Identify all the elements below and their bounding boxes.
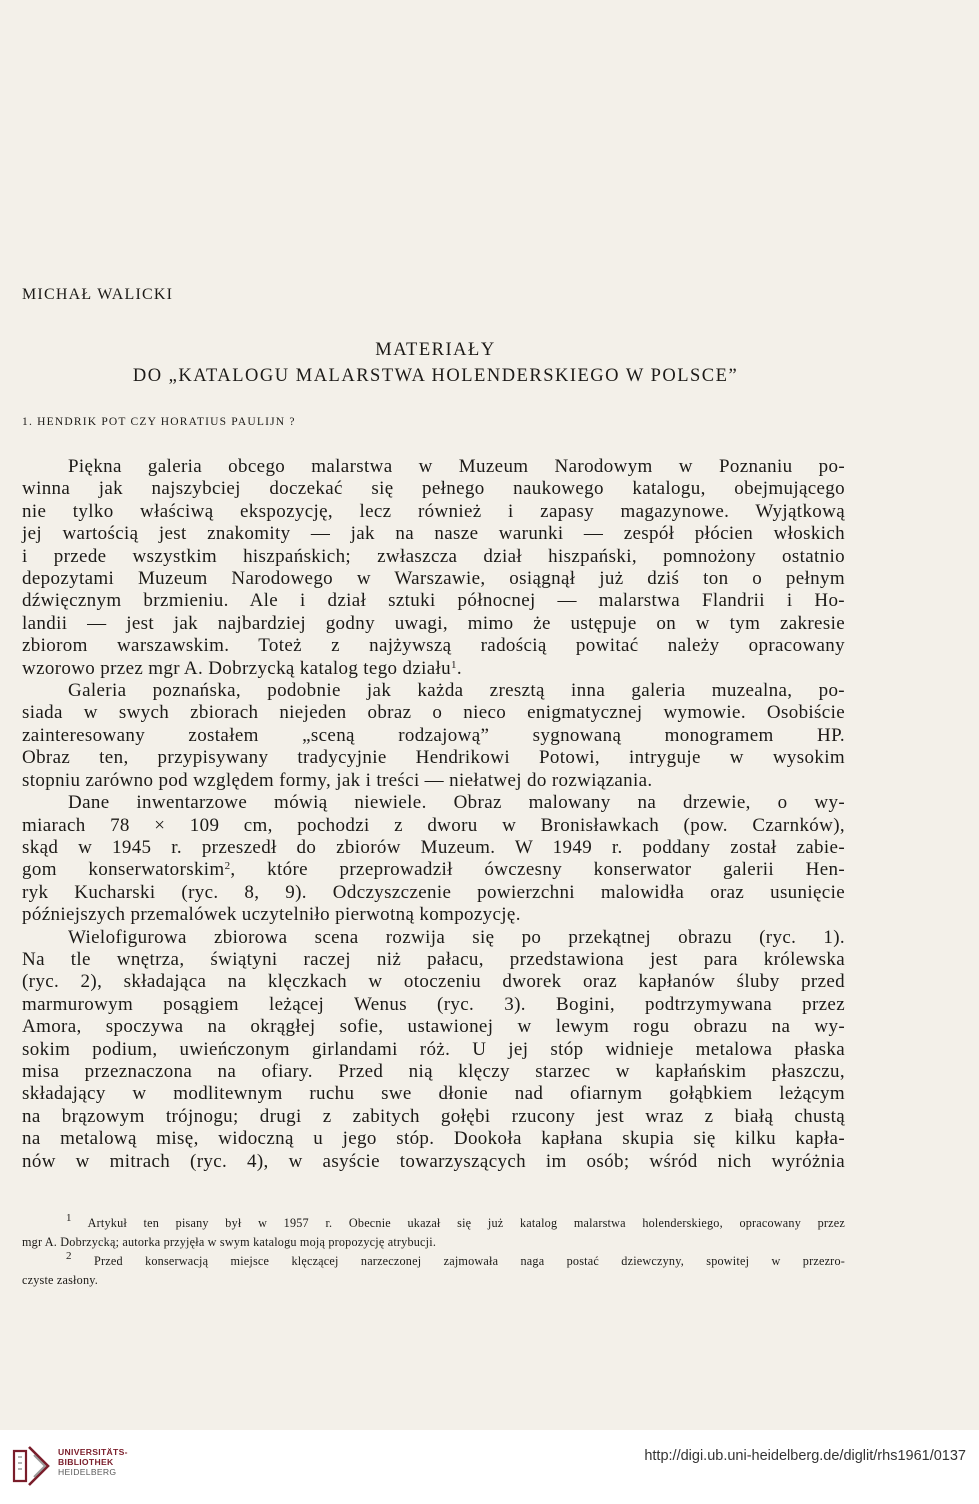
paragraph-2 <box>22 680 845 792</box>
author-name: MICHAŁ WALICKI <box>22 286 174 303</box>
text-line: zainteresowany zostałem „sceną rodzajową” sygnowaną monogramem HP. <box>22 724 845 746</box>
footnote-line: czyste zasłony. <box>22 1273 98 1287</box>
text-line: ryk Kucharski (ryc. 8, 9). Odczyszczenie powierzchni malowidła oraz usunięcie <box>22 881 845 903</box>
logo-line-3: HEIDELBERG <box>58 1467 117 1477</box>
text-fragment: Przed konserwacją miejsce klęczącej narzeczonej zajmowała naga postać dziewczyny, spowitej w przezro- <box>94 1254 845 1268</box>
library-logo-text <box>58 1447 128 1477</box>
footnote-marker: 1 <box>66 1212 72 1224</box>
text-line: skąd w 1945 r. przeszedł do zbiorów Muzeum. W 1949 r. poddany został zabie- <box>22 836 845 858</box>
permalink-url[interactable]: http://digi.ub.uni-heidelberg.de/diglit/rhs1961/0137 <box>644 1448 966 1464</box>
footnote-marker: 2 <box>66 1250 72 1262</box>
footnote-line: mgr A. Dobrzycką; autorka przyjęła w swym katalogu moją propozycję atrybucji. <box>22 1235 437 1249</box>
text-line: stopniu zarówno pod względem formy, jak i treści — niełatwej do rozwiązania. <box>22 769 653 791</box>
text-line: zbiorom warszawskim. Toteż z najżywszą radością powitać należy opracowany <box>22 635 845 657</box>
paragraph-4 <box>22 927 845 1173</box>
article-title <box>0 337 871 389</box>
paragraph-1 <box>22 456 845 680</box>
text-line: siada w swych zbiorach niejeden obraz o nieco enigmatycznej wymowie. Osobiście <box>22 702 845 724</box>
paragraph-3 <box>22 792 845 926</box>
title-line-2: DO „KATALOGU MALARSTWA HOLENDERSKIEGO W POLSCE” <box>132 366 739 386</box>
text-line: Na tle wnętrza, świątyni raczej niż pałacu, przedstawiona jest para królewska <box>22 948 845 970</box>
text-line: dźwięcznym brzmieniu. Ale i dział sztuki północnej — malarstwa Flandrii i Ho- <box>22 590 845 612</box>
text-line: Piękna galeria obcego malarstwa w Muzeum Narodowym w Poznaniu po- <box>68 456 845 477</box>
section-heading: 1. HENDRIK POT CZY HORATIUS PAULIJN ? <box>22 416 296 428</box>
text-line: Wielofigurowa zbiorowa scena rozwija się po przekątnej obrazu (ryc. 1). <box>68 926 845 948</box>
footnotes <box>22 1214 845 1290</box>
logo-line-1: UNIVERSITÄTS- <box>58 1447 128 1457</box>
footnote-ref-1: 1 <box>451 658 457 671</box>
text-line: nów w mitrach (ryc. 4), w asyście towarzyszących im osób; wśród nich wyróżnia <box>22 1150 845 1172</box>
text-line: Amora, spoczywa na okrągłej sofie, ustawionej w lewym rogu obrazu na wy- <box>22 1016 845 1038</box>
text-fragment: . <box>456 657 462 679</box>
footnote-2 <box>22 1252 845 1290</box>
text-line: późniejszych przemalówek uczytelniło pierwotną kompozycję. <box>22 904 521 926</box>
text-line: marmurowym posągiem leżącej Wenus (ryc. 3). Bogini, podtrzymywana przez <box>22 993 845 1015</box>
text-line: Dane inwentarzowe mówią niewiele. Obraz malowany na drzewie, o wy- <box>68 792 845 814</box>
footnote-line <box>22 1252 845 1271</box>
logo-line-2: BIBLIOTHEK <box>58 1457 114 1467</box>
library-logo-icon <box>8 1441 54 1487</box>
text-line <box>22 658 845 680</box>
text-line: (ryc. 2), składająca na klęczkach w otoczeniu dworek oraz kapłanów śluby przed <box>22 971 845 993</box>
text-line: i przede wszystkim hiszpańskich; zwłaszcza dział hiszpański, pomnożony ostatnio <box>22 545 845 567</box>
text-fragment: wzorowo przez mgr A. Dobrzycką katalog tego działu <box>22 657 452 679</box>
text-line: nie tylko właściwą ekspozycję, lecz również i zapasy magazynowe. Wyjątkową <box>22 500 845 522</box>
footnote-ref-2: 2 <box>224 860 231 873</box>
text-line: na brązowym trójnogu; drugi z zabitych gołębi rzucony jest wraz z białą chustą <box>22 1105 845 1127</box>
text-line: winna jak najszybciej doczekać się pełnego naukowego katalogu, obejmującego <box>22 478 845 500</box>
text-line: na metalową misę, widoczną u jego stóp. Dookoła kapłana skupia się kilku kapła- <box>22 1128 845 1150</box>
title-line-1: MATERIAŁY <box>375 340 496 360</box>
text-line <box>22 859 845 881</box>
text-fragment: , które przeprowadził ówczesny konserwator galerii Hen- <box>230 859 846 881</box>
text-line: miarach 78 × 109 cm, pochodzi z dworu w Bronisławkach (pow. Czarnków), <box>22 814 845 836</box>
text-line: sokim podium, uwieńczonym girlandami róż. U jej stóp widnieje metalowa płaska <box>22 1038 845 1060</box>
text-line: depozytami Muzeum Narodowego w Warszawie, osiągnął już dziś ton o pełnym <box>22 568 845 590</box>
text-fragment: gom konserwatorskim <box>22 859 225 881</box>
text-line: misa przeznaczona na ofiary. Przed nią klęczy starzec w kapłańskim płaszczu, <box>22 1060 845 1082</box>
text-line: Galeria poznańska, podobnie jak każda zresztą inna galeria muzealna, po- <box>68 680 845 702</box>
footnote-1 <box>22 1214 845 1252</box>
footnote-line <box>22 1214 845 1233</box>
text-line: landii — jest jak najbardziej godny uwagi, mimo że ustępuje on w tym zakresie <box>22 612 845 634</box>
text-line: jej wartością jest znakomity — jak na nasze warunki — zespół płócien włoskich <box>22 523 845 545</box>
text-line: składający w modlitewnym ruchu swe dłonie nad ofiarnym gołąbkiem leżącym <box>22 1083 845 1105</box>
text-line: Obraz ten, przypisywany tradycyjnie Hendrikowi Potowi, intryguje w wysokim <box>22 747 845 769</box>
text-fragment: Artykuł ten pisany był w 1957 r. Obecnie ukazał się już katalog malarstwa holenderskiego, opracowany przez <box>87 1216 845 1230</box>
article-body <box>22 456 845 1173</box>
library-footer <box>0 1430 979 1504</box>
